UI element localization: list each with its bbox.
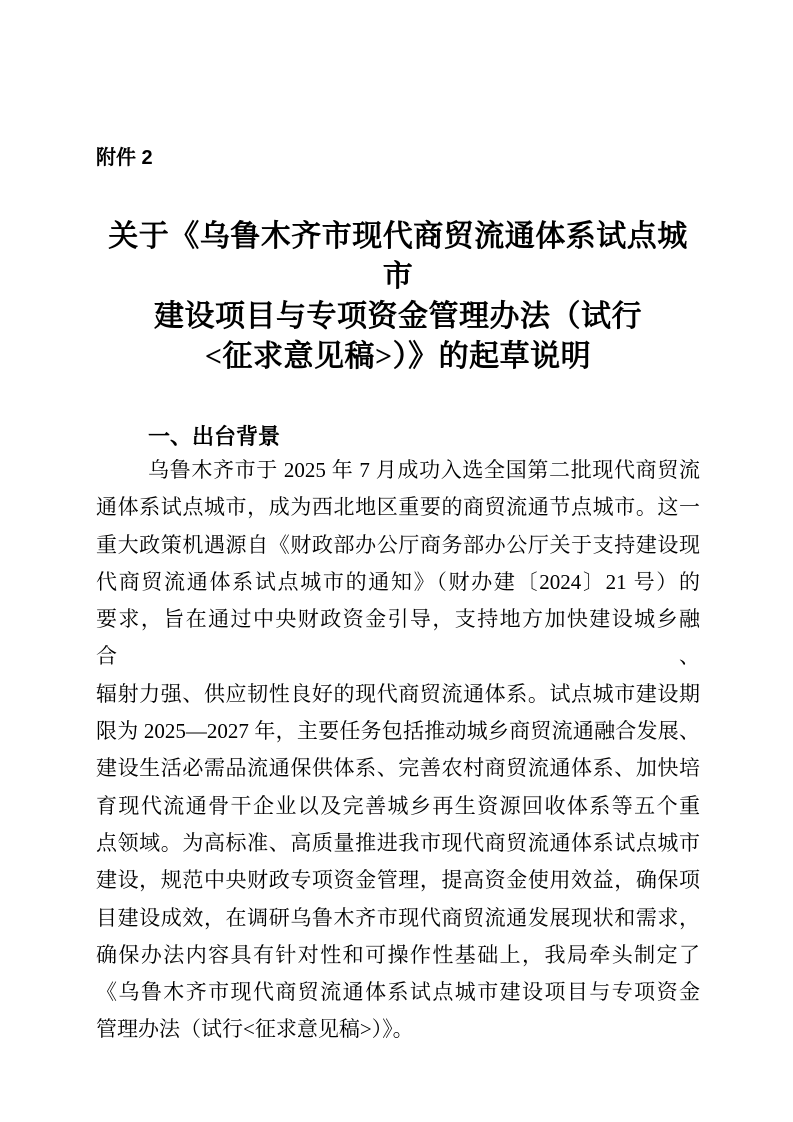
body-paragraph-line: 代商贸流通体系试点城市的通知》（财办建〔2024〕21 号）的 — [96, 569, 700, 594]
body-paragraph-line: 建设，规范中央财政专项资金管理，提高资金使用效益，确保项 — [96, 868, 700, 893]
document-title-line: 建设项目与专项资金管理办法（试行 — [154, 300, 642, 333]
body-paragraph-line: 重大政策机遇源自《财政部办公厅商务部办公厅关于支持建设现 — [96, 532, 700, 557]
body-paragraph — [96, 452, 700, 1049]
body-paragraph-line: 育现代流通骨干企业以及完善城乡再生资源回收体系等五个重 — [96, 793, 700, 818]
body-paragraph-line: 目建设成效，在调研乌鲁木齐市现代商贸流通发展现状和需求， — [96, 905, 700, 930]
body-paragraph-line: 要求，旨在通过中央财政资金引导，支持地方加快建设城乡融合、 — [96, 607, 700, 669]
body-paragraph-line: 确保办法内容具有针对性和可操作性基础上，我局牵头制定了 — [96, 942, 700, 967]
body-paragraph-line: 限为 2025—2027 年，主要任务包括推动城乡商贸流通融合发展、 — [96, 719, 700, 744]
body-paragraph-line: 《乌鲁木齐市现代商贸流通体系试点城市建设项目与专项资金 — [96, 980, 700, 1005]
document-title-line: 关于《乌鲁木齐市现代商贸流通体系试点城市 — [108, 220, 688, 293]
body-paragraph-line: 通体系试点城市，成为西北地区重要的商贸流通节点城市。这一 — [96, 495, 700, 520]
body-paragraph-line: 管理办法（试行<征求意见稿>）》。 — [96, 1017, 414, 1042]
document-title-line: <征求意见稿>）》的起草说明 — [204, 340, 592, 373]
body-paragraph-line: 乌鲁木齐市于 2025 年 7 月成功入选全国第二批现代商贸流 — [148, 458, 700, 482]
body-paragraph-line: 点领域。为高标准、高质量推进我市现代商贸流通体系试点城市 — [96, 830, 700, 855]
body-paragraph-line: 建设生活必需品流通保供体系、完善农村商贸流通体系、加快培 — [96, 756, 700, 781]
attachment-label: 附件 2 — [96, 147, 153, 169]
document-title — [96, 217, 700, 377]
body-paragraph-line: 辐射力强、供应韧性良好的现代商贸流通体系。试点城市建设期 — [96, 681, 700, 706]
section-heading: 一、出台背景 — [148, 424, 281, 449]
